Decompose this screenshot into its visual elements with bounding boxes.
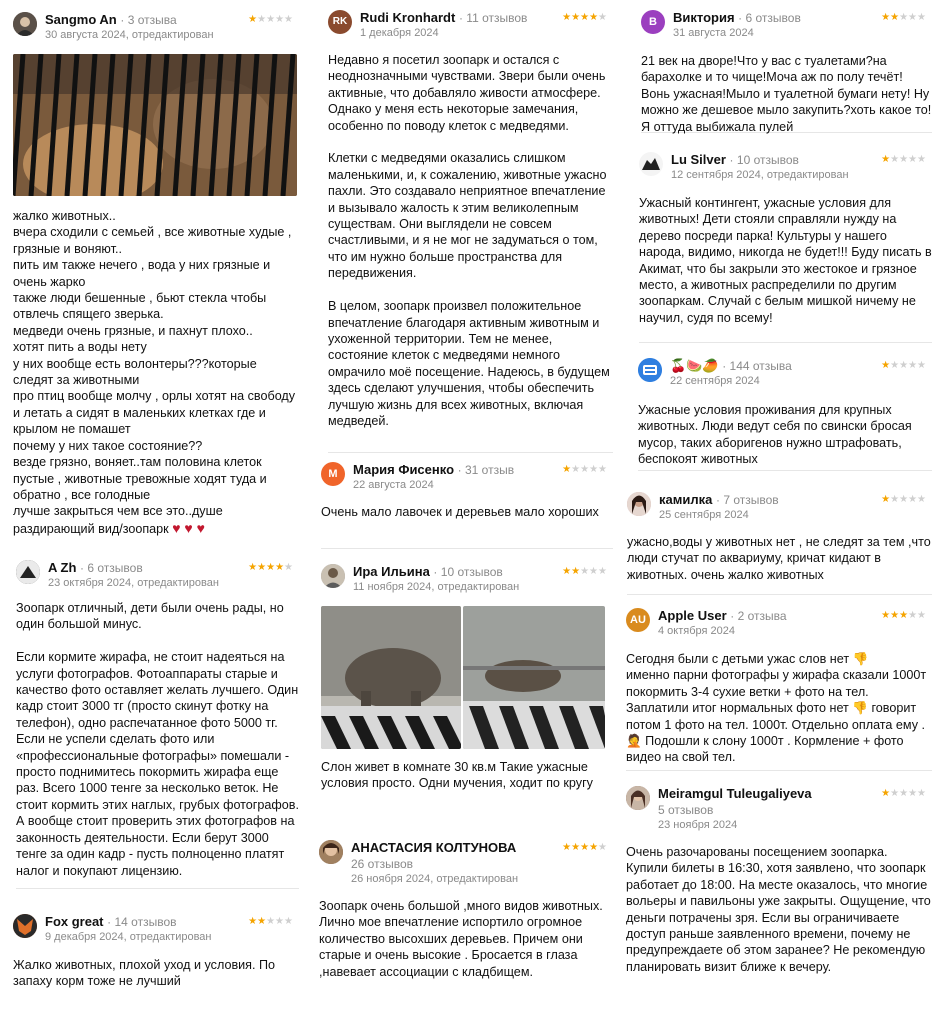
user-photo-icon <box>16 560 40 584</box>
review-card-azh <box>16 556 299 889</box>
rating-stars: ★★★★★ <box>881 610 926 621</box>
avatar[interactable]: М <box>321 462 345 486</box>
rating-stars: ★★★★★ <box>562 566 607 577</box>
review-text: Ужасные условия проживания для крупных животных. Люди ведут себя по свински бросая мусор, таких аборигенов нужно штрафовать, беспокоят животных <box>638 403 916 467</box>
reviewer-name[interactable]: 🍒🍉🥭 · 144 отзыва <box>670 358 792 373</box>
review-text: жалко животных.. вчера сходили с семьей , все животные худые , грязные и воняют.. пить им также нечего , вода у них грязные и очень жарко также люди бешенные , бьют стекла чтобы отвлечь спящего зверька. медведи очень грязные, и пахнут плохо.. хотят пить а воды нету у них вообще есть волонтеры???которые следят за животными про птиц вообще молчу , орлы хотят на свободу и летать а сидят в маленьких клетках где и крылом не помашет почему у них такое состояние?? везде грязно, воняет..там половина клеток пустые , животные тревожные ходят туда и обратно , все голодные лучше закрыться чем все это..душе раздирающий вид/зоопарк ♥ ♥ ♥ <box>13 209 296 536</box>
avatar[interactable] <box>626 786 650 810</box>
review-card-rudi <box>328 6 613 453</box>
heart-emoji-icon: ♥ ♥ ♥ <box>172 519 205 536</box>
reviewer-name[interactable]: Lu Silver · 10 отзывов <box>671 152 799 167</box>
review-photo[interactable] <box>463 606 605 749</box>
rating-stars: ★★★★★ <box>562 12 607 23</box>
avatar[interactable] <box>639 152 663 176</box>
reviewer-name[interactable]: Meiramgul Tuleugaliyeva <box>658 786 812 801</box>
review-photo[interactable] <box>321 606 461 749</box>
avatar[interactable] <box>13 914 37 938</box>
reviewer-name[interactable]: камилка · 7 отзывов <box>659 492 779 507</box>
review-date: 25 сентября 2024 <box>659 509 749 521</box>
reviewer-name[interactable]: Apple User · 2 отзыва <box>658 608 787 623</box>
reviewer-name[interactable]: Fox great · 14 отзывов <box>45 914 177 929</box>
avatar[interactable] <box>638 358 662 382</box>
review-card-anastasia <box>319 836 613 996</box>
elephant-photo-image <box>463 606 605 749</box>
review-text: Очень мало лавочек и деревьев мало хороших <box>321 505 599 519</box>
avatar[interactable]: RK <box>328 10 352 34</box>
review-text: Ужасный контингент, ужасные условия для животных! Дети стояли справляли нужду на дерево посреди парка! Культуры у нашего народа, видимо, никогда не будет!!! Буду писать в Акимат, что бы закрыли это жестокое и грязное место, а животных распределили по другим зоопаркам. Случай с белым мишкой ничему не научил, судя по всему! <box>639 196 936 325</box>
avatar[interactable] <box>627 492 651 516</box>
review-text: Слон живет в комнате 30 кв.м Такие ужасные условия просто. Одни мучения, ходит по кругу <box>321 760 593 791</box>
review-date: 30 августа 2024, отредактирован <box>45 29 214 41</box>
review-text: Зоопарк очень большой ,много видов животных. Лично мое впечатление испортило огромное количество высохших деревьев. Причем они старые и очень высокие . Бросается в глаза ,навевает ассоциации с кладбищем. <box>319 899 607 979</box>
review-date: 1 декабря 2024 <box>360 27 439 39</box>
review-card-sangmo <box>13 8 299 534</box>
rating-stars: ★★★★★ <box>881 154 926 165</box>
reviewer-name[interactable]: Ира Ильина · 10 отзывов <box>353 564 503 579</box>
review-card-kamilka <box>627 488 935 595</box>
review-text: Очень разочарованы посещением зоопарка. Купили билеты в 16:30, хотя заявлено, что зоопарк работает до 18:00. На месте оказалось, что многие вольеры и павильоны уже закрыты. Ощущение, что деньги потрачены зря. Если вы ограничиваете доступ раньше заявленного времени, почему не предупреждаете об этом заранее? Не рекомендую планировать визит ближе к вечеру. <box>626 845 935 974</box>
review-text: Недавно я посетил зоопарк и остался с неоднозначными чувствами. Звери были очень активные, что добавляло живости атмосфере. Однако у меня есть некоторые замечания, особенно по поводу клеток с медведями. Клетки с медведями оказались слишком маленькими, и, к сожалению, животные ужасно пахли. Это создавало неприятное впечатление и вызывало жалость к этим великолепным существам. Они выглядели не совсем счастливыми, и я не мог не задуматься о том, что им нужно больше пространства для передвижения. В целом, зоопарк произвел положительное впечатление благодаря активным животным и ухоженной территории. Тем не менее, состояние клеток с медведями немного омрачило моё посещение. Надеюсь, в будущем здесь сделают улучшения, чтобы обеспечить лучшую жизнь для всех животных, включая медведей. <box>328 53 610 428</box>
avatar[interactable] <box>16 560 40 584</box>
review-date: 22 сентября 2024 <box>670 375 760 387</box>
review-date: 11 ноября 2024, отредактирован <box>353 581 520 593</box>
rating-stars: ★★★★★ <box>881 12 926 23</box>
reviewer-name[interactable]: Виктория · 6 отзывов <box>673 10 801 25</box>
review-card-emoji <box>638 354 932 471</box>
reviewer-name[interactable]: АНАСТАСИЯ КОЛТУНОВА <box>351 840 517 855</box>
reviewer-name[interactable]: Sangmo An · 3 отзыва <box>45 12 177 27</box>
avatar[interactable] <box>321 564 345 588</box>
reviewer-name[interactable]: A Zh · 6 отзывов <box>48 560 143 575</box>
review-count: 26 отзывов <box>351 857 414 871</box>
review-date: 23 октября 2024, отредактирован <box>48 577 219 589</box>
brand-logo-icon <box>638 358 662 382</box>
review-card-ira <box>321 560 613 822</box>
rating-stars: ★★★★★ <box>248 916 293 927</box>
rating-stars: ★★★★★ <box>248 14 293 25</box>
review-text: 21 век на дворе!Что у вас с туалетами?на барахолке и то чище!Моча аж по полу течёт! Вонь ужасная!Мыло и туалетной бумаги нету! Ну можно же дешевое мыло закупить?хоть какое то!Я оттуда выбижала пулей <box>641 54 933 134</box>
user-photo-icon <box>321 564 345 588</box>
rating-stars: ★★★★★ <box>248 562 293 573</box>
reviewer-name[interactable]: Мария Фисенко · 31 отзыв <box>353 462 515 477</box>
user-photo-icon <box>626 786 650 810</box>
user-photo-icon <box>627 492 651 516</box>
avatar[interactable] <box>319 840 343 864</box>
rating-stars: ★★★★★ <box>562 464 607 475</box>
review-text: Зоопарк отличный, дети были очень рады, но один большой минус. Если кормите жирафа, не стоит надеяться на услуги фотографов. Фотоаппараты старые и качество фото оставляет желать лучшего. Один кадр стоит 3000 тг (просто скинут фотку на телефон), одно распечатанное фото 5000 тг. Если не успели сделать фото или «профессиональные фотографы» помешали - просто поднимитесь покормить жирафа еще раз. Всего 1000 тенге за несколько веток. Не стоит кормить этих наглых, грубых фотографов. А вообще стоит проверить этих фотографов на законность деятельности. Если берут 3000 тенге за один кадр - пусть полноценно платят налог и покупают лицензию. <box>16 601 299 878</box>
rating-stars: ★★★★★ <box>881 494 926 505</box>
avatar[interactable]: В <box>641 10 665 34</box>
review-text: Сегодня были с детьми ужас слов нет 👎 именно парни фотографы у жирафа сказали 1000т покормить 3-4 сухие ветки + фото на тел. Заплатили итог нормальных фото нет 👎 говорит потом 1 фото на тел. 1000т. Отдельно оплата ему . 🤦 Подошли к слону 1000т . Кормление + фото видео на свой тел. <box>626 652 927 765</box>
review-date: 4 октября 2024 <box>658 625 735 637</box>
user-photo-icon <box>319 840 343 864</box>
review-date: 22 августа 2024 <box>353 479 434 491</box>
review-date: 26 ноября 2024, отредактирован <box>351 873 519 885</box>
review-text: ужасно,воды у животных нет , не следят за тем ,что люди стучат по аквариуму, кричат кидают в животных. очень жалко животных <box>627 535 935 582</box>
rating-stars: ★★★★★ <box>881 360 926 371</box>
review-text: Жалко животных, плохой уход и условия. По запаху корм тоже не лучший <box>13 958 279 989</box>
avatar[interactable] <box>13 12 37 36</box>
review-card-meiramgul <box>626 782 935 1012</box>
avatar[interactable]: AU <box>626 608 650 632</box>
user-photo-icon <box>13 12 37 36</box>
rating-stars: ★★★★★ <box>881 788 926 799</box>
elephant-photo-image <box>321 606 461 749</box>
review-date: 9 декабря 2024, отредактирован <box>45 931 212 943</box>
fox-avatar-icon <box>13 914 37 938</box>
review-card-lusilver <box>639 148 936 343</box>
review-date: 23 ноября 2024 <box>658 819 738 831</box>
review-count: 5 отзывов <box>658 803 714 817</box>
animal-silhouette-icon <box>639 152 663 176</box>
review-date: 12 сентября 2024, отредактирован <box>671 169 849 181</box>
reviewer-name[interactable]: Rudi Kronhardt · 11 отзывов <box>360 10 528 25</box>
review-card-maria <box>321 458 613 549</box>
review-card-foxgreat <box>13 910 299 990</box>
review-card-viktoria <box>641 6 932 133</box>
review-photo[interactable] <box>13 54 297 196</box>
cage-photo-image <box>13 54 297 196</box>
review-date: 31 августа 2024 <box>673 27 754 39</box>
rating-stars: ★★★★★ <box>562 842 607 853</box>
review-card-apple <box>626 604 932 771</box>
